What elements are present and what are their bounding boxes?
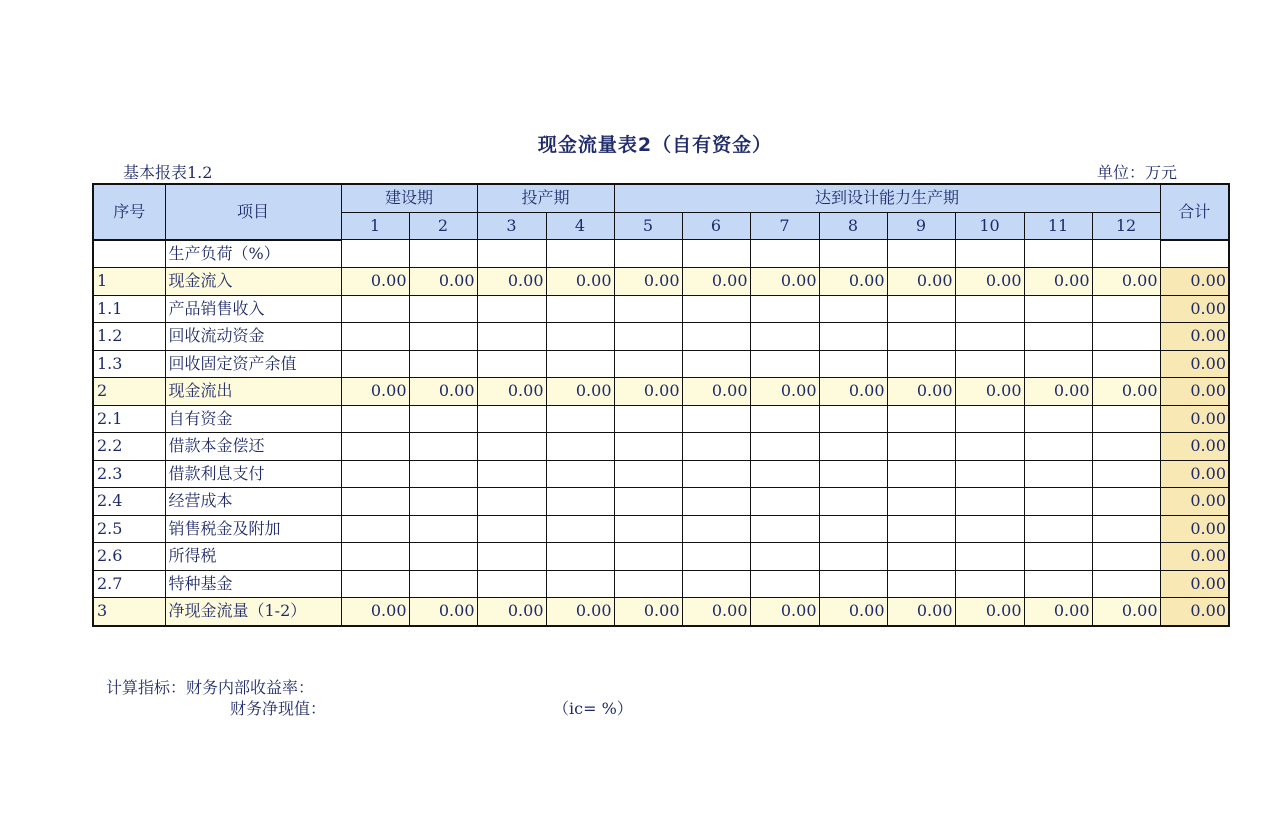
value-cell[interactable] — [546, 323, 614, 351]
value-cell[interactable]: 0.00 — [409, 268, 477, 296]
value-cell[interactable] — [614, 543, 682, 571]
value-cell[interactable] — [887, 488, 955, 516]
header-year: 3 — [477, 212, 546, 240]
table-row — [93, 460, 1229, 488]
value-cell[interactable]: 0.00 — [750, 598, 819, 626]
value-cell[interactable] — [546, 433, 614, 461]
row-item-cell[interactable]: 现金流出 — [165, 378, 341, 406]
value-cell[interactable] — [546, 405, 614, 433]
value-cell[interactable]: 0.00 — [409, 598, 477, 626]
value-cell[interactable]: 0.00 — [1024, 268, 1092, 296]
row-seq-cell[interactable]: 2.6 — [93, 543, 165, 571]
value-cell[interactable] — [409, 240, 477, 268]
header-year: 11 — [1024, 212, 1092, 240]
value-cell[interactable] — [614, 488, 682, 516]
value-cell[interactable] — [750, 350, 819, 378]
table-row — [93, 405, 1229, 433]
value-cell[interactable] — [614, 460, 682, 488]
total-cell[interactable]: 0.00 — [1160, 433, 1229, 461]
value-cell[interactable] — [750, 460, 819, 488]
value-cell[interactable] — [477, 460, 546, 488]
value-cell[interactable] — [887, 240, 955, 268]
total-cell[interactable]: 0.00 — [1160, 515, 1229, 543]
value-cell[interactable]: 0.00 — [955, 378, 1024, 406]
row-item-cell[interactable]: 借款本金偿还 — [165, 433, 341, 461]
irr-label: 计算指标：财务内部收益率： — [106, 678, 315, 697]
value-cell[interactable] — [546, 488, 614, 516]
value-cell[interactable]: 0.00 — [750, 378, 819, 406]
value-cell[interactable] — [1024, 488, 1092, 516]
total-cell[interactable]: 0.00 — [1160, 350, 1229, 378]
value-cell[interactable] — [750, 515, 819, 543]
table-row — [93, 295, 1229, 323]
value-cell[interactable]: 0.00 — [887, 268, 955, 296]
total-cell[interactable]: 0.00 — [1160, 295, 1229, 323]
value-cell[interactable] — [477, 570, 546, 598]
value-cell[interactable] — [750, 295, 819, 323]
value-cell[interactable] — [409, 295, 477, 323]
value-cell[interactable] — [341, 460, 409, 488]
header-item: 项目 — [165, 184, 341, 240]
value-cell[interactable]: 0.00 — [614, 268, 682, 296]
value-cell[interactable] — [682, 240, 750, 268]
header-seq: 序号 — [93, 184, 165, 240]
total-cell[interactable]: 0.00 — [1160, 570, 1229, 598]
value-cell[interactable] — [409, 460, 477, 488]
value-cell[interactable] — [1092, 295, 1160, 323]
value-cell[interactable] — [1024, 323, 1092, 351]
value-cell[interactable] — [1092, 570, 1160, 598]
value-cell[interactable] — [682, 405, 750, 433]
value-cell[interactable] — [955, 433, 1024, 461]
header-year: 8 — [819, 212, 887, 240]
value-cell[interactable] — [1092, 515, 1160, 543]
value-cell[interactable] — [819, 323, 887, 351]
value-cell[interactable]: 0.00 — [819, 378, 887, 406]
value-cell[interactable] — [614, 240, 682, 268]
row-seq-cell[interactable] — [93, 240, 165, 268]
value-cell[interactable] — [750, 570, 819, 598]
value-cell[interactable] — [819, 543, 887, 571]
value-cell[interactable] — [1024, 460, 1092, 488]
header-group-full-capacity: 达到设计能力生产期 — [614, 184, 1160, 212]
value-cell[interactable] — [955, 488, 1024, 516]
value-cell[interactable]: 0.00 — [341, 598, 409, 626]
row-seq-cell[interactable]: 2.1 — [93, 405, 165, 433]
value-cell[interactable]: 0.00 — [819, 598, 887, 626]
value-cell[interactable] — [682, 515, 750, 543]
header-year: 2 — [409, 212, 477, 240]
row-item-cell[interactable]: 回收流动资金 — [165, 323, 341, 351]
value-cell[interactable] — [1092, 433, 1160, 461]
table-row — [93, 240, 1229, 268]
value-cell[interactable] — [1024, 570, 1092, 598]
row-seq-cell[interactable]: 2.3 — [93, 460, 165, 488]
row-item-cell[interactable]: 借款利息支付 — [165, 460, 341, 488]
total-cell[interactable]: 0.00 — [1160, 405, 1229, 433]
value-cell[interactable]: 0.00 — [1024, 598, 1092, 626]
value-cell[interactable] — [887, 295, 955, 323]
value-cell[interactable] — [955, 405, 1024, 433]
row-seq-cell[interactable]: 1.3 — [93, 350, 165, 378]
table-row — [93, 323, 1229, 351]
value-cell[interactable] — [1092, 460, 1160, 488]
value-cell[interactable] — [409, 543, 477, 571]
value-cell[interactable] — [819, 350, 887, 378]
value-cell[interactable]: 0.00 — [409, 378, 477, 406]
value-cell[interactable] — [477, 515, 546, 543]
row-item-cell[interactable]: 销售税金及附加 — [165, 515, 341, 543]
value-cell[interactable] — [409, 405, 477, 433]
value-cell[interactable] — [477, 543, 546, 571]
total-cell[interactable]: 0.00 — [1160, 488, 1229, 516]
row-seq-cell[interactable]: 2.2 — [93, 433, 165, 461]
value-cell[interactable] — [1092, 323, 1160, 351]
value-cell[interactable] — [341, 433, 409, 461]
value-cell[interactable] — [955, 460, 1024, 488]
value-cell[interactable] — [682, 295, 750, 323]
value-cell[interactable] — [955, 323, 1024, 351]
value-cell[interactable] — [750, 543, 819, 571]
value-cell[interactable]: 0.00 — [477, 378, 546, 406]
row-seq-cell[interactable]: 2.4 — [93, 488, 165, 516]
value-cell[interactable] — [955, 295, 1024, 323]
value-cell[interactable] — [1024, 515, 1092, 543]
value-cell[interactable] — [819, 460, 887, 488]
value-cell[interactable] — [819, 405, 887, 433]
value-cell[interactable] — [409, 433, 477, 461]
header-year: 5 — [614, 212, 682, 240]
value-cell[interactable] — [614, 405, 682, 433]
value-cell[interactable] — [1024, 240, 1092, 268]
header-group-startup: 投产期 — [477, 184, 614, 212]
value-cell[interactable] — [1024, 295, 1092, 323]
row-seq-cell[interactable]: 3 — [93, 598, 165, 626]
value-cell[interactable] — [1024, 405, 1092, 433]
value-cell[interactable] — [955, 543, 1024, 571]
value-cell[interactable]: 0.00 — [477, 268, 546, 296]
value-cell[interactable] — [887, 323, 955, 351]
value-cell[interactable] — [477, 405, 546, 433]
cash-flow-table — [92, 183, 1230, 627]
row-seq-cell[interactable]: 1.1 — [93, 295, 165, 323]
value-cell[interactable]: 0.00 — [955, 598, 1024, 626]
row-item-cell[interactable]: 产品销售收入 — [165, 295, 341, 323]
value-cell[interactable] — [887, 460, 955, 488]
value-cell[interactable] — [682, 323, 750, 351]
table-row — [93, 268, 1229, 296]
value-cell[interactable]: 0.00 — [955, 268, 1024, 296]
total-cell[interactable]: 0.00 — [1160, 268, 1229, 296]
value-cell[interactable] — [341, 323, 409, 351]
value-cell[interactable] — [1092, 543, 1160, 571]
total-cell[interactable]: 0.00 — [1160, 543, 1229, 571]
value-cell[interactable]: 0.00 — [1092, 378, 1160, 406]
value-cell[interactable] — [887, 350, 955, 378]
value-cell[interactable] — [409, 570, 477, 598]
value-cell[interactable] — [955, 240, 1024, 268]
value-cell[interactable] — [614, 350, 682, 378]
unit-label: 单位：万元 — [1097, 163, 1178, 182]
row-seq-cell[interactable]: 2.7 — [93, 570, 165, 598]
value-cell[interactable] — [546, 570, 614, 598]
value-cell[interactable] — [750, 240, 819, 268]
value-cell[interactable] — [1092, 488, 1160, 516]
value-cell[interactable] — [1024, 433, 1092, 461]
value-cell[interactable] — [682, 350, 750, 378]
value-cell[interactable] — [409, 488, 477, 516]
header-year: 9 — [887, 212, 955, 240]
value-cell[interactable] — [955, 350, 1024, 378]
value-cell[interactable] — [546, 350, 614, 378]
table-row — [93, 488, 1229, 516]
row-item-cell[interactable]: 经营成本 — [165, 488, 341, 516]
value-cell[interactable] — [819, 295, 887, 323]
value-cell[interactable] — [750, 405, 819, 433]
value-cell[interactable] — [477, 350, 546, 378]
value-cell[interactable] — [887, 405, 955, 433]
value-cell[interactable]: 0.00 — [546, 378, 614, 406]
table-row — [93, 378, 1229, 406]
value-cell[interactable] — [409, 350, 477, 378]
value-cell[interactable] — [546, 295, 614, 323]
header-year: 10 — [955, 212, 1024, 240]
value-cell[interactable] — [819, 433, 887, 461]
row-seq-cell[interactable]: 1.2 — [93, 323, 165, 351]
value-cell[interactable] — [614, 323, 682, 351]
value-cell[interactable]: 0.00 — [614, 378, 682, 406]
row-item-cell[interactable]: 回收固定资产余值 — [165, 350, 341, 378]
header-group-construction: 建设期 — [341, 184, 477, 212]
table-row — [93, 515, 1229, 543]
header-year: 4 — [546, 212, 614, 240]
value-cell[interactable] — [1024, 350, 1092, 378]
value-cell[interactable] — [1024, 543, 1092, 571]
page-title: 现金流量表2（自有资金） — [537, 134, 773, 156]
value-cell[interactable] — [409, 323, 477, 351]
value-cell[interactable] — [682, 433, 750, 461]
value-cell[interactable] — [887, 433, 955, 461]
value-cell[interactable] — [819, 488, 887, 516]
value-cell[interactable] — [546, 240, 614, 268]
header-total: 合计 — [1160, 184, 1229, 240]
header-year: 12 — [1092, 212, 1160, 240]
value-cell[interactable] — [477, 295, 546, 323]
value-cell[interactable] — [750, 433, 819, 461]
value-cell[interactable]: 0.00 — [1024, 378, 1092, 406]
report-code: 基本报表1.2 — [123, 163, 213, 182]
value-cell[interactable] — [682, 570, 750, 598]
value-cell[interactable] — [546, 515, 614, 543]
value-cell[interactable] — [887, 570, 955, 598]
value-cell[interactable] — [819, 240, 887, 268]
value-cell[interactable]: 0.00 — [477, 598, 546, 626]
value-cell[interactable] — [546, 543, 614, 571]
row-item-cell[interactable]: 自有资金 — [165, 405, 341, 433]
header-year: 6 — [682, 212, 750, 240]
value-cell[interactable] — [887, 543, 955, 571]
value-cell[interactable] — [341, 405, 409, 433]
value-cell[interactable] — [1092, 350, 1160, 378]
value-cell[interactable]: 0.00 — [682, 598, 750, 626]
value-cell[interactable]: 0.00 — [341, 268, 409, 296]
value-cell[interactable]: 0.00 — [1092, 268, 1160, 296]
table-row — [93, 433, 1229, 461]
row-seq-cell[interactable]: 2 — [93, 378, 165, 406]
value-cell[interactable] — [341, 570, 409, 598]
table-row — [93, 598, 1229, 626]
row-seq-cell[interactable]: 2.5 — [93, 515, 165, 543]
value-cell[interactable]: 0.00 — [341, 378, 409, 406]
value-cell[interactable] — [477, 433, 546, 461]
value-cell[interactable]: 0.00 — [682, 268, 750, 296]
row-item-cell[interactable]: 净现金流量（1-2） — [165, 598, 341, 626]
value-cell[interactable] — [341, 543, 409, 571]
total-cell[interactable]: 0.00 — [1160, 323, 1229, 351]
value-cell[interactable] — [409, 515, 477, 543]
value-cell[interactable] — [341, 240, 409, 268]
value-cell[interactable] — [887, 515, 955, 543]
value-cell[interactable] — [477, 323, 546, 351]
value-cell[interactable] — [341, 488, 409, 516]
value-cell[interactable] — [614, 515, 682, 543]
row-item-cell[interactable]: 现金流入 — [165, 268, 341, 296]
row-seq-cell[interactable]: 1 — [93, 268, 165, 296]
value-cell[interactable]: 0.00 — [1092, 598, 1160, 626]
row-item-cell[interactable]: 所得税 — [165, 543, 341, 571]
value-cell[interactable] — [614, 295, 682, 323]
value-cell[interactable] — [341, 350, 409, 378]
value-cell[interactable] — [341, 295, 409, 323]
value-cell[interactable] — [819, 515, 887, 543]
npv-label: 财务净现值： — [230, 699, 327, 718]
value-cell[interactable]: 0.00 — [682, 378, 750, 406]
value-cell[interactable] — [1092, 240, 1160, 268]
value-cell[interactable] — [477, 488, 546, 516]
value-cell[interactable]: 0.00 — [887, 598, 955, 626]
table-row — [93, 570, 1229, 598]
value-cell[interactable]: 0.00 — [546, 268, 614, 296]
value-cell[interactable] — [682, 460, 750, 488]
value-cell[interactable] — [750, 488, 819, 516]
value-cell[interactable] — [682, 488, 750, 516]
value-cell[interactable] — [750, 323, 819, 351]
ic-label: （ic= %） — [553, 699, 633, 718]
total-cell[interactable]: 0.00 — [1160, 460, 1229, 488]
total-cell[interactable] — [1160, 240, 1229, 268]
table-row — [93, 350, 1229, 378]
value-cell[interactable]: 0.00 — [614, 598, 682, 626]
value-cell[interactable]: 0.00 — [546, 598, 614, 626]
value-cell[interactable] — [682, 543, 750, 571]
value-cell[interactable]: 0.00 — [819, 268, 887, 296]
value-cell[interactable] — [819, 570, 887, 598]
value-cell[interactable] — [546, 460, 614, 488]
value-cell[interactable] — [955, 570, 1024, 598]
header-year: 1 — [341, 212, 409, 240]
value-cell[interactable] — [614, 570, 682, 598]
value-cell[interactable] — [477, 240, 546, 268]
value-cell[interactable] — [1092, 405, 1160, 433]
total-cell[interactable]: 0.00 — [1160, 598, 1229, 626]
header-year: 7 — [750, 212, 819, 240]
row-item-cell[interactable]: 生产负荷（%） — [165, 240, 341, 268]
value-cell[interactable] — [955, 515, 1024, 543]
table-row — [93, 543, 1229, 571]
value-cell[interactable] — [614, 433, 682, 461]
value-cell[interactable]: 0.00 — [887, 378, 955, 406]
total-cell[interactable]: 0.00 — [1160, 378, 1229, 406]
value-cell[interactable]: 0.00 — [750, 268, 819, 296]
value-cell[interactable] — [341, 515, 409, 543]
row-item-cell[interactable]: 特种基金 — [165, 570, 341, 598]
